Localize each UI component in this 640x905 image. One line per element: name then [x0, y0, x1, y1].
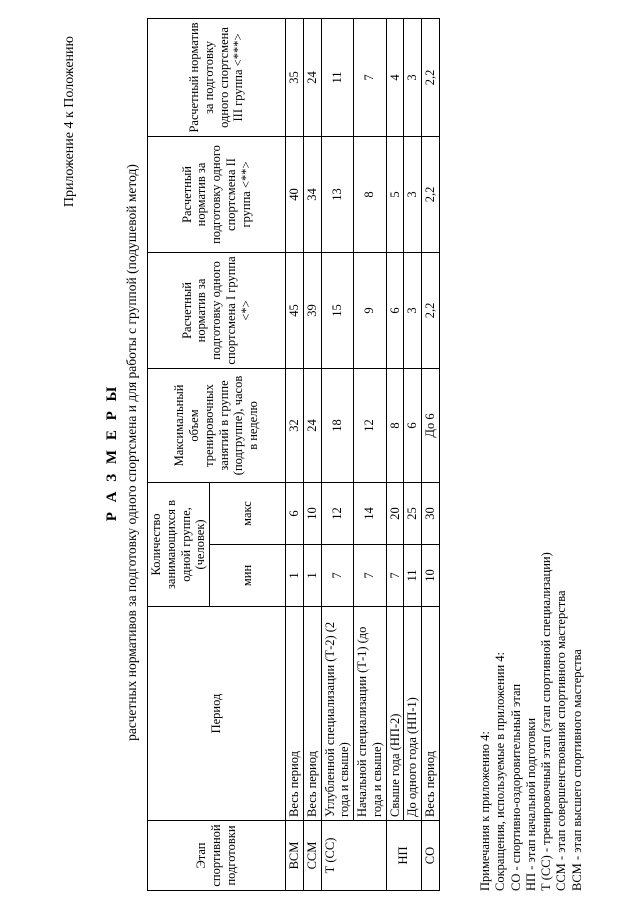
stage-cell: СО	[422, 821, 440, 891]
header-group1: Расчетный норматив за подготовку одного спортсмена I группа <*>	[148, 252, 286, 368]
document-subtitle: расчетных нормативов за подготовку одного спортсмена и для работы с группой (подушевой метод)	[124, 164, 139, 741]
notes-line: Сокращения, используемые в приложении 4:	[493, 651, 508, 891]
group1-cell: 15	[321, 252, 354, 368]
stage-cell: ВСМ	[286, 821, 304, 891]
table-row	[303, 18, 321, 890]
min-cell: 1	[303, 545, 321, 607]
group3-cell: 11	[321, 18, 354, 136]
max-cell: 6	[286, 482, 304, 544]
group2-cell: 40	[286, 136, 304, 252]
header-max: макс	[210, 482, 286, 544]
group3-cell: 2,2	[422, 18, 440, 136]
header-group2: Расчетный норматив за подготовку одного спортсмена II группа <**>	[148, 136, 286, 252]
period-cell: Весь период	[422, 607, 440, 821]
group2-cell: 5	[386, 136, 404, 252]
notes-line: ССМ - этап совершенствования спортивного мастерства	[554, 590, 569, 891]
min-cell: 7	[386, 545, 404, 607]
group3-cell: 7	[354, 18, 387, 136]
volume-cell: 18	[321, 368, 354, 482]
table-row	[386, 18, 404, 890]
volume-cell: 32	[286, 368, 304, 482]
header-min: мин	[210, 545, 286, 607]
table-row	[404, 18, 422, 890]
header-count: Количество занимающихся в одной группе, (человек)	[148, 482, 210, 606]
group1-cell: 3	[404, 252, 422, 368]
table-row	[422, 18, 440, 890]
period-cell: Весь период	[303, 607, 321, 821]
notes-line: СО - спортивно-оздоровительный этап	[508, 683, 523, 891]
period-cell: Углубленной специализации (Т-2) (2 года и свыше)	[321, 607, 354, 821]
volume-cell: 6	[404, 368, 422, 482]
notes-heading: Примечания к приложению 4:	[478, 731, 492, 891]
volume-cell: До 6	[422, 368, 440, 482]
volume-cell: 24	[303, 368, 321, 482]
appendix-label: Приложение 4 к Положению	[62, 36, 77, 208]
table-row	[321, 18, 354, 890]
stage-cell: ССМ	[303, 821, 321, 891]
group2-cell: 34	[303, 136, 321, 252]
group1-cell: 6	[386, 252, 404, 368]
min-cell: 10	[422, 545, 440, 607]
min-cell: 7	[354, 545, 387, 607]
max-cell: 10	[303, 482, 321, 544]
period-cell: Свыше года (НП-2)	[386, 607, 404, 821]
group3-cell: 3	[404, 18, 422, 136]
volume-cell: 8	[386, 368, 404, 482]
max-cell: 25	[404, 482, 422, 544]
group2-cell: 8	[354, 136, 387, 252]
header-stage: Этап спортивной подготовки	[148, 821, 286, 891]
norms-table	[147, 18, 440, 891]
notes-block	[478, 552, 585, 891]
stage-cell: Т (СС)	[321, 821, 386, 891]
max-cell: 12	[321, 482, 354, 544]
period-cell: До одного года (НП-1)	[404, 607, 422, 821]
group2-cell: 2,2	[422, 136, 440, 252]
stage-cell: НП	[386, 821, 422, 891]
min-cell: 11	[404, 545, 422, 607]
group1-cell: 2,2	[422, 252, 440, 368]
group2-cell: 3	[404, 136, 422, 252]
max-cell: 14	[354, 482, 387, 544]
group3-cell: 24	[303, 18, 321, 136]
max-cell: 20	[386, 482, 404, 544]
period-cell: Весь период	[286, 607, 304, 821]
header-group3: Расчетный норматив за подготовку одного спортсмена III группа <***>	[148, 18, 286, 136]
min-cell: 7	[321, 545, 354, 607]
volume-cell: 12	[354, 368, 387, 482]
max-cell: 30	[422, 482, 440, 544]
min-cell: 1	[286, 545, 304, 607]
document-title: Р А З М Е Р Ы	[104, 383, 120, 522]
group3-cell: 4	[386, 18, 404, 136]
notes-line: Т (СС) - тренировочный этап (этап спортивной специализации)	[539, 552, 554, 891]
period-cell: Начальной специализации (Т-1) (до года и свыше)	[354, 607, 387, 821]
table-row	[354, 18, 387, 890]
table-row	[286, 18, 304, 890]
group1-cell: 39	[303, 252, 321, 368]
group1-cell: 45	[286, 252, 304, 368]
header-period: Период	[148, 607, 286, 821]
group2-cell: 13	[321, 136, 354, 252]
group1-cell: 9	[354, 252, 387, 368]
header-volume: Максимальный объем тренировочных занятий в группе (подгруппе), часов в неделю	[148, 368, 286, 482]
notes-line: ВСМ - этап высшего спортивного мастерства	[569, 649, 584, 891]
notes-line: НП - этап начальной подготовки	[523, 717, 538, 891]
group3-cell: 35	[286, 18, 304, 136]
